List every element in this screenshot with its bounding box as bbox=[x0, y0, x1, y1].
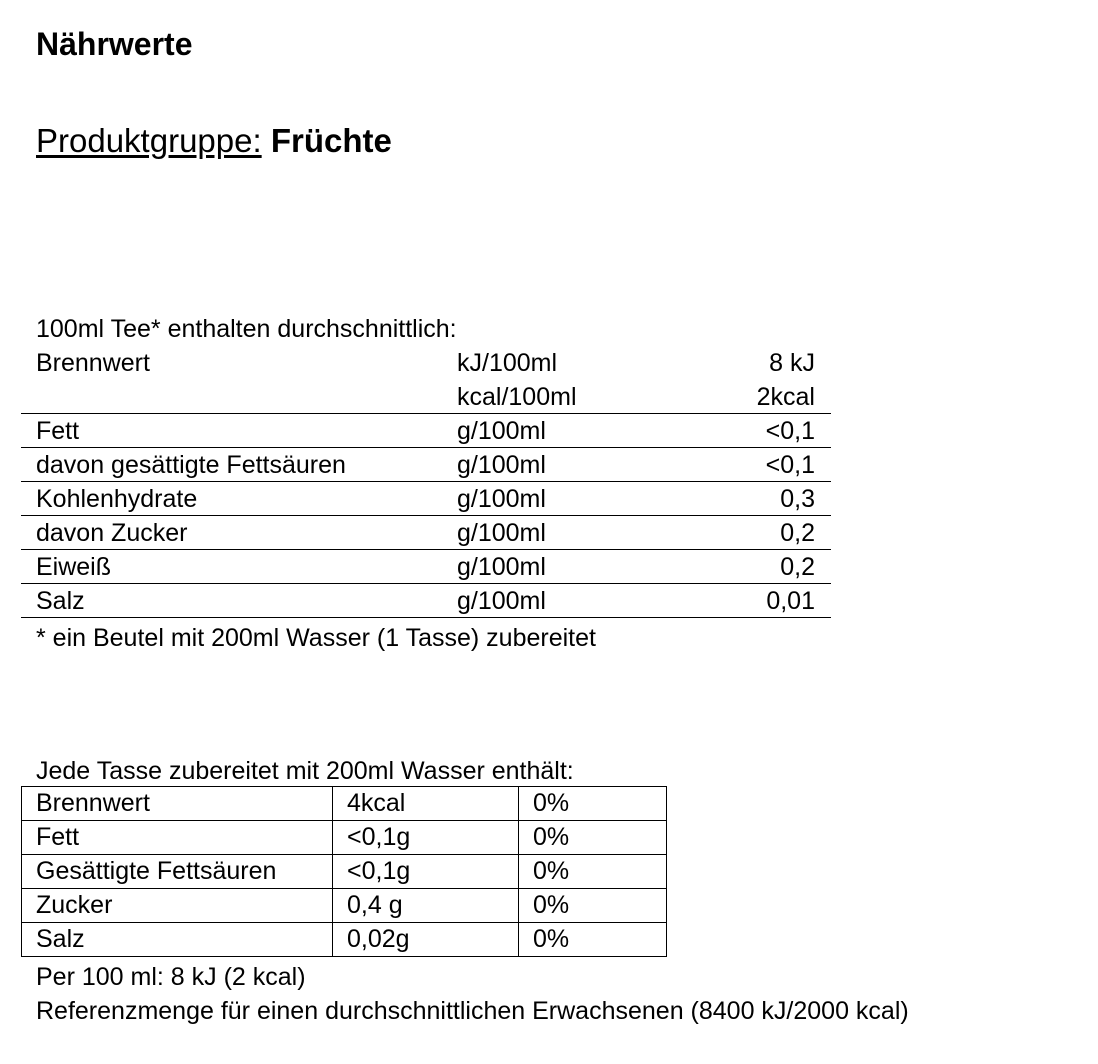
table-row bbox=[22, 821, 667, 855]
table-row bbox=[21, 346, 831, 380]
product-group-label: Produktgruppe: bbox=[36, 122, 262, 159]
nutrient-unit: g/100ml bbox=[457, 451, 546, 479]
nutrient-name: Brennwert bbox=[36, 349, 150, 377]
nutrient-unit: kJ/100ml bbox=[457, 349, 558, 377]
nutrient-amount: 0,02g bbox=[333, 923, 519, 957]
nutrient-name: Gesättigte Fettsäuren bbox=[22, 855, 333, 889]
product-group bbox=[36, 120, 392, 162]
reference-note: Referenzmenge für einen durchschnittlichen Erwachsenen (8400 kJ/2000 kcal) bbox=[36, 997, 909, 1025]
nutrient-percent: 0% bbox=[519, 787, 667, 821]
nutrient-value: 0,01 bbox=[766, 587, 815, 615]
page-title: Nährwerte bbox=[36, 26, 193, 62]
nutrient-unit: g/100ml bbox=[457, 553, 546, 581]
nutrient-unit: g/100ml bbox=[457, 519, 546, 547]
nutrient-name: Fett bbox=[36, 417, 80, 445]
table-row bbox=[21, 482, 831, 516]
table-row bbox=[21, 516, 831, 550]
nutrient-name: Eiweiß bbox=[36, 553, 112, 581]
nutrient-value: 0,3 bbox=[780, 485, 815, 513]
table2-intro: Jede Tasse zubereitet mit 200ml Wasser enthält: bbox=[36, 757, 574, 785]
nutrient-percent: 0% bbox=[519, 889, 667, 923]
nutrient-name: davon gesättigte Fettsäuren bbox=[36, 451, 346, 479]
table-row bbox=[22, 787, 667, 821]
nutrient-name: Zucker bbox=[22, 889, 333, 923]
table1-footnote: * ein Beutel mit 200ml Wasser (1 Tasse) zubereitet bbox=[36, 624, 596, 652]
nutrient-value: 0,2 bbox=[780, 553, 815, 581]
nutrient-unit: g/100ml bbox=[457, 417, 546, 445]
nutrient-unit: g/100ml bbox=[457, 485, 546, 513]
nutrient-name: Brennwert bbox=[22, 787, 333, 821]
nutrient-amount: 0,4 g bbox=[333, 889, 519, 923]
table-row bbox=[22, 855, 667, 889]
nutrient-percent: 0% bbox=[519, 923, 667, 957]
nutrient-value: 2kcal bbox=[756, 383, 815, 411]
nutrient-unit: g/100ml bbox=[457, 587, 546, 615]
table-row bbox=[21, 448, 831, 482]
table-row bbox=[21, 414, 831, 448]
nutrient-name: davon Zucker bbox=[36, 519, 188, 547]
nutrient-value: 0,2 bbox=[780, 519, 815, 547]
nutrient-value: <0,1 bbox=[765, 417, 815, 445]
table-row bbox=[21, 550, 831, 584]
nutrition-table-per-cup bbox=[21, 786, 667, 957]
nutrient-percent: 0% bbox=[519, 855, 667, 889]
nutrient-percent: 0% bbox=[519, 821, 667, 855]
nutrient-name: Fett bbox=[22, 821, 333, 855]
table-row bbox=[21, 584, 831, 618]
nutrient-value: <0,1 bbox=[765, 451, 815, 479]
nutrient-amount: 4kcal bbox=[333, 787, 519, 821]
nutrient-name: Salz bbox=[22, 923, 333, 957]
nutrient-name: Salz bbox=[36, 587, 85, 615]
table-row bbox=[22, 923, 667, 957]
table1-intro: 100ml Tee* enthalten durchschnittlich: bbox=[36, 315, 457, 343]
nutrient-amount: <0,1g bbox=[333, 855, 519, 889]
product-group-value: Früchte bbox=[270, 122, 392, 159]
table-row bbox=[22, 889, 667, 923]
per-100ml-note: Per 100 ml: 8 kJ (2 kcal) bbox=[36, 963, 306, 991]
nutrient-amount: <0,1g bbox=[333, 821, 519, 855]
nutrient-unit: kcal/100ml bbox=[457, 383, 577, 411]
table-row bbox=[21, 380, 831, 414]
nutrient-name: Kohlenhydrate bbox=[36, 485, 198, 513]
nutrient-value: 8 kJ bbox=[769, 349, 815, 377]
nutrition-table-per-100ml bbox=[21, 346, 831, 618]
